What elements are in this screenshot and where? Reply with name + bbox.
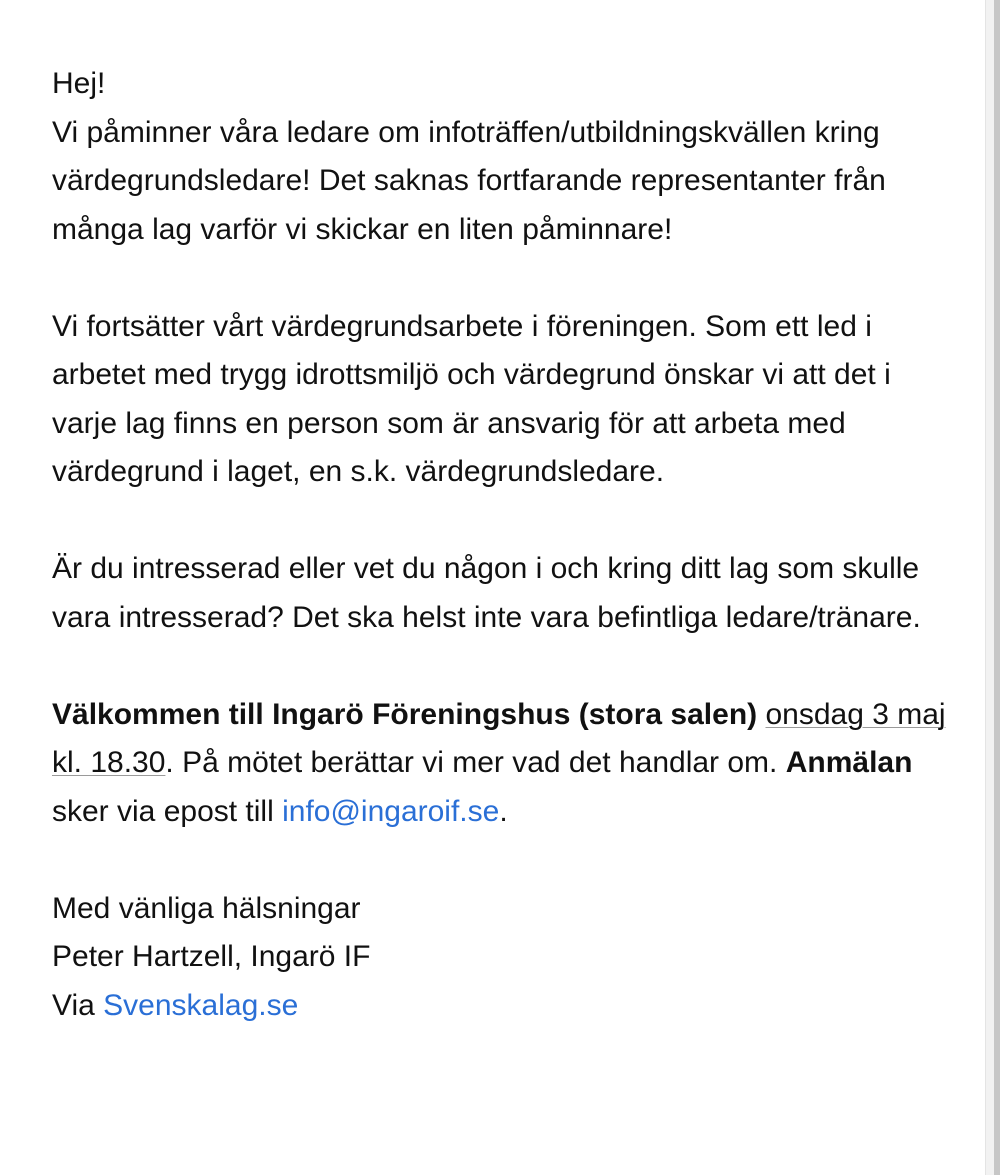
- signoff: Med vänliga hälsningar: [52, 891, 361, 925]
- signup-text: sker via epost till: [52, 794, 283, 828]
- signup-label: Anmälan: [785, 746, 913, 779]
- scrollbar-thumb[interactable]: [994, 0, 1000, 1175]
- email-link[interactable]: info@ingaroif.se: [282, 794, 500, 828]
- via-line: [52, 982, 957, 1031]
- spacer: [52, 254, 957, 303]
- svenskalag-link[interactable]: Svenskalag.se: [103, 988, 299, 1022]
- spacer: [52, 497, 957, 546]
- period: .: [499, 794, 508, 828]
- date-link[interactable]: onsdag 3 maj kl. 18.30: [52, 697, 946, 779]
- spacer: [52, 836, 957, 885]
- paragraph-values-work: Vi fortsätter vårt värdegrundsarbete i föreningen. Som ett led i arbetet med trygg idrottsmiljö och värdegrund önskar vi att det i varje lag finns en person som är ansvarig för att arbeta med värdegrund i laget, en s.k. värdegrundsledare.: [52, 309, 891, 488]
- welcome-heading: Välkommen till Ingarö Föreningshus (stora salen): [52, 697, 758, 731]
- paragraph-invite: [52, 691, 957, 837]
- email-body: [52, 60, 957, 1030]
- greeting: Hej!: [52, 67, 106, 100]
- invite-text: . På mötet berättar vi mer vad det handlar om.: [165, 746, 786, 779]
- sender-name: Peter Hartzell, Ingarö IF: [52, 940, 371, 973]
- via-label: Via: [52, 988, 104, 1022]
- paragraph-reminder: Vi påminner våra ledare om infoträffen/utbildningskvällen kring värdegrundsledare! Det saknas fortfarande representanter från många lag varför vi skickar en liten påminnare!: [52, 115, 886, 246]
- spacer: [52, 642, 957, 691]
- paragraph-interest: Är du intresserad eller vet du någon i och kring ditt lag som skulle vara intresserad? Det ska helst inte vara befintliga ledare/tränare.: [52, 552, 921, 634]
